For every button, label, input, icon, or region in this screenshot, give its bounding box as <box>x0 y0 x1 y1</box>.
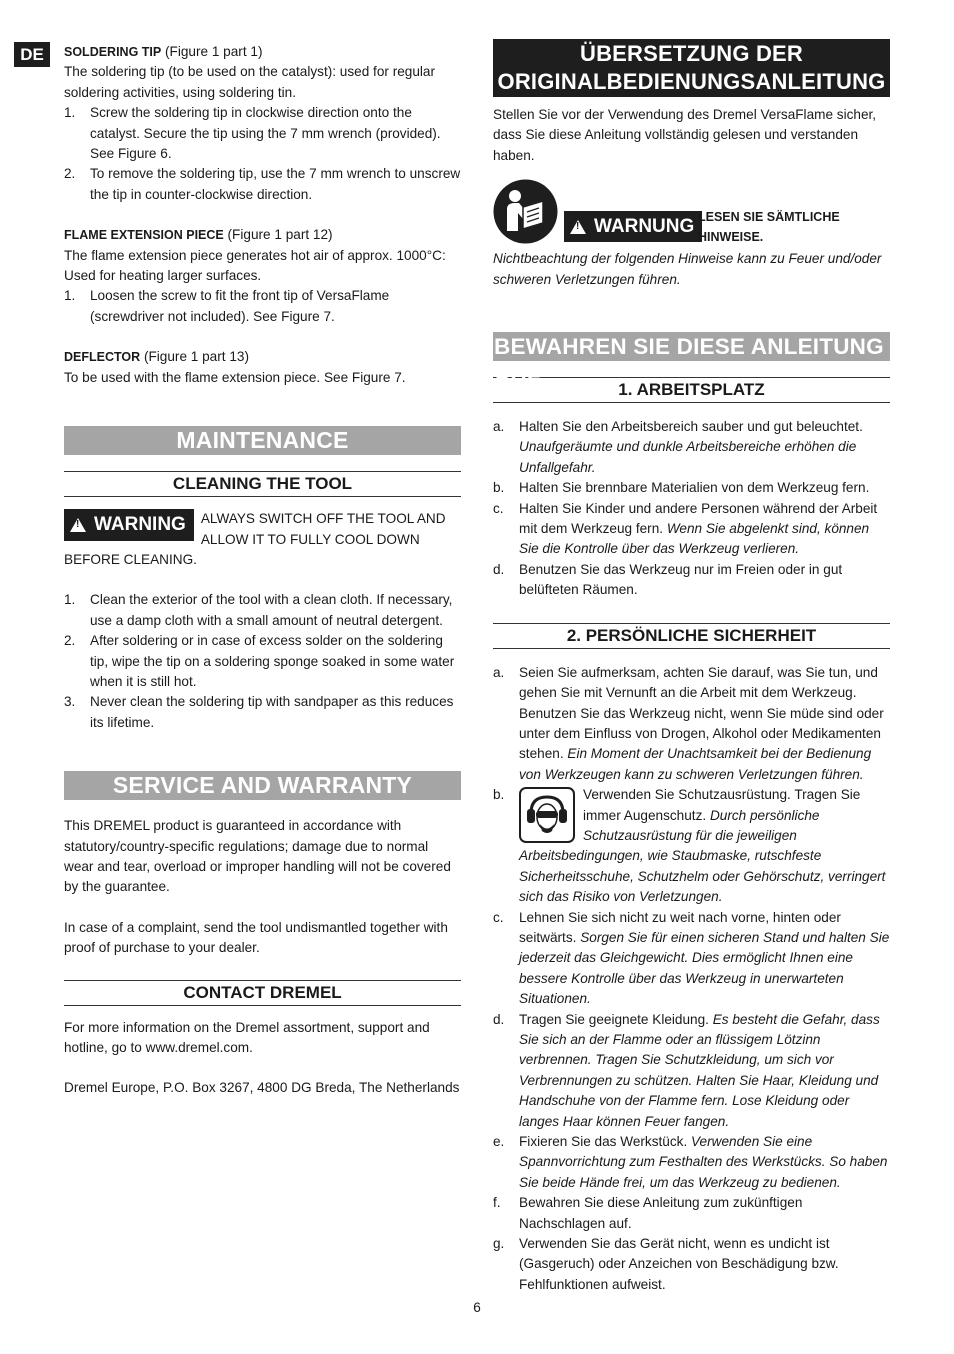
warnung-badge: !WARNUNG <box>564 211 702 242</box>
list-item: d. Benutzen Sie das Werkzeug nur im Freien oder in gut belüfteten Räumen. <box>493 561 843 598</box>
right-column <box>493 39 890 1295</box>
list-item: b. Halten Sie brennbare Materialien von dem Werkzeug fern. <box>493 480 870 496</box>
cleaning-subheading: CLEANING THE TOOL <box>64 471 461 497</box>
warning-triangle-icon <box>70 518 86 532</box>
list-item: b. Verwenden Sie Schutzausrüstung. Tragen Sie immer Augenschutz. Durch persönliche Schutzausrüstung für die jeweiligen Arbeitsbedingungen, wie Staubmaske, rutschfeste Sicherheitsschuhe, Schutzhelm oder Gehörschutz, verringert sich das Risiko von Verletzungen. <box>493 787 886 905</box>
read-instructions-block <box>493 179 890 249</box>
deflector-heading: DEFLECTOR (Figure 1 part 13) <box>64 349 249 365</box>
list-item: e. Fixieren Sie das Werkstück. Verwenden Sie eine Spannvorrichtung zum Festhalten des Werkstücks. So haben Sie beide Hände frei, um das Werkzeug zu bedienen. <box>493 1134 888 1190</box>
contact-para-1: For more information on the Dremel assortment, support and hotline, go to www.dremel.com. <box>64 1019 430 1055</box>
service-title: SERVICE AND WARRANTY <box>64 771 461 800</box>
soldering-tip-steps <box>64 103 461 205</box>
maintenance-title: MAINTENANCE <box>64 426 461 455</box>
contact-para-2: Dremel Europe, P.O. Box 3267, 4800 DG Breda, The Netherlands <box>64 1080 460 1096</box>
warning-triangle-icon <box>570 220 586 234</box>
language-tab: DE <box>14 42 50 67</box>
warning-badge: !WARNING <box>64 509 194 541</box>
translation-title: ÜBERSETZUNG DER ORIGINALBEDIENUNGSANLEITUNG <box>493 39 890 97</box>
list-item: 1. Loosen the screw to fit the front tip of VersaFlame (screwdriver not included). See Figure 7. <box>64 288 390 324</box>
left-column <box>64 42 461 1099</box>
deflector-text: To be used with the flame extension piece. See Figure 7. <box>64 369 406 385</box>
list-item: c. Lehnen Sie sich nicht zu weit nach vorne, hinten oder seitwärts. Sorgen Sie für einen sicheren Stand und halten Sie jederzeit das Gleichgewicht. Dies ermöglicht Ihnen eine bessere Kontrolle über das Werkzeug in unerwarteten Situationen. <box>493 909 890 1007</box>
list-item: d. Tragen Sie geeignete Kleidung. Es besteht die Gefahr, dass Sie sich an der Flamme oder an flüssigem Lötzinn verbrennen. Tragen Sie Schutzkleidung, um sich vor Verbrennungen zu schützen. Halten Sie Haar, Kleidung und Handschuhe von der Flamme fern. Lose Kleidung oder langes Haar können Feuer fangen. <box>493 1011 880 1129</box>
workplace-subheading: 1. ARBEITSPLATZ <box>493 377 890 403</box>
flame-extension-steps <box>64 286 461 327</box>
personal-safety-list <box>493 663 890 1296</box>
list-item: 1. Clean the exterior of the tool with a clean cloth. If necessary, use a damp cloth with a small amount of neutral detergent. <box>64 592 453 628</box>
list-item: a. Halten Sie den Arbeitsbereich sauber und gut beleuchtet. Unaufgeräumte und dunkle Arbeitsbereiche erhöhen die Unfallgefahr. <box>493 419 863 475</box>
warning-text: ALWAYS SWITCH OFF THE TOOL AND ALLOW IT TO FULLY COOL DOWN BEFORE CLEANING. <box>64 511 446 567</box>
list-item: g. Verwenden Sie das Gerät nicht, wenn es undicht ist (Gasgeruch) oder Anzeichen von Beschädigung bzw. Fehlfunktionen aufweist. <box>493 1236 839 1292</box>
service-para-1: This DREMEL product is guaranteed in accordance with statutory/country-specific regulations; damage due to normal wear and tear, overload or improper handling will not be covered by the guarantee. <box>64 818 451 895</box>
warning-italic: Nichtbeachtung der folgenden Hinweise kann zu Feuer und/oder schweren Verletzungen führen. <box>493 251 882 287</box>
flame-extension-heading: FLAME EXTENSION PIECE (Figure 1 part 12) <box>64 227 333 243</box>
soldering-tip-intro: The soldering tip (to be used on the catalyst): used for regular soldering activities, using soldering tin. <box>64 64 436 100</box>
personal-safety-subheading: 2. PERSÖNLICHE SICHERHEIT <box>493 623 890 649</box>
list-item: a. Seien Sie aufmerksam, achten Sie darauf, was Sie tun, und gehen Sie mit Vernunft an die Arbeit mit dem Werkzeug. Benutzen Sie das Werkzeug nicht, wenn Sie müde sind oder unter dem Einfluss von Drogen, Alkohol oder Medikamenten stehen. Ein Moment der Unachtsamkeit bei der Bedienung von Werkzeugen kann zu schweren Verletzungen führen. <box>493 664 884 782</box>
right-intro: Stellen Sie vor der Verwendung des Dremel VersaFlame sicher, dass Sie diese Anleitung vollständig gelesen und verstanden haben. <box>493 107 877 163</box>
list-item: c. Halten Sie Kinder und andere Personen während der Arbeit mit dem Werkzeug fern. Wenn Sie abgelenkt sind, können Sie die Kontrolle über das Werkzeug verlieren. <box>493 500 878 557</box>
cleaning-steps <box>64 590 461 733</box>
list-item: 2. After soldering or in case of excess solder on the soldering tip, wipe the tip on a soldering sponge soaked in some water when it is still hot. <box>64 633 455 689</box>
service-para-2: In case of a complaint, send the tool undismantled together with proof of purchase to your dealer. <box>64 919 448 956</box>
keep-instructions-title: BEWAHREN SIE DIESE ANLEITUNG AUF <box>493 332 890 361</box>
flame-extension-intro: The flame extension piece generates hot air of approx. 1000°C: Used for heating larger surfaces. <box>64 247 446 284</box>
warning-caption: LESEN SIE SÄMTLICHE HINWEISE. <box>698 210 840 245</box>
protective-gear-icon <box>519 787 575 843</box>
read-manual-icon <box>493 179 558 244</box>
list-item: 2. To remove the soldering tip, use the 7 mm wrench to unscrew the tip in counter-clockwise direction. <box>64 166 461 202</box>
warning-block <box>64 509 461 570</box>
workplace-list <box>493 417 890 601</box>
contact-subheading: CONTACT DREMEL <box>64 980 461 1006</box>
page-number: 6 <box>473 1300 481 1315</box>
list-item: 3. Never clean the soldering tip with sandpaper as this reduces its lifetime. <box>64 694 454 730</box>
soldering-tip-heading: SOLDERING TIP (Figure 1 part 1) <box>64 44 263 59</box>
list-item: f. Bewahren Sie diese Anleitung zum zukünftigen Nachschlagen auf. <box>493 1195 803 1231</box>
list-item: 1. Screw the soldering tip in clockwise direction onto the catalyst. Secure the tip using the 7 mm wrench (provided). See Figure 6. <box>64 105 441 162</box>
